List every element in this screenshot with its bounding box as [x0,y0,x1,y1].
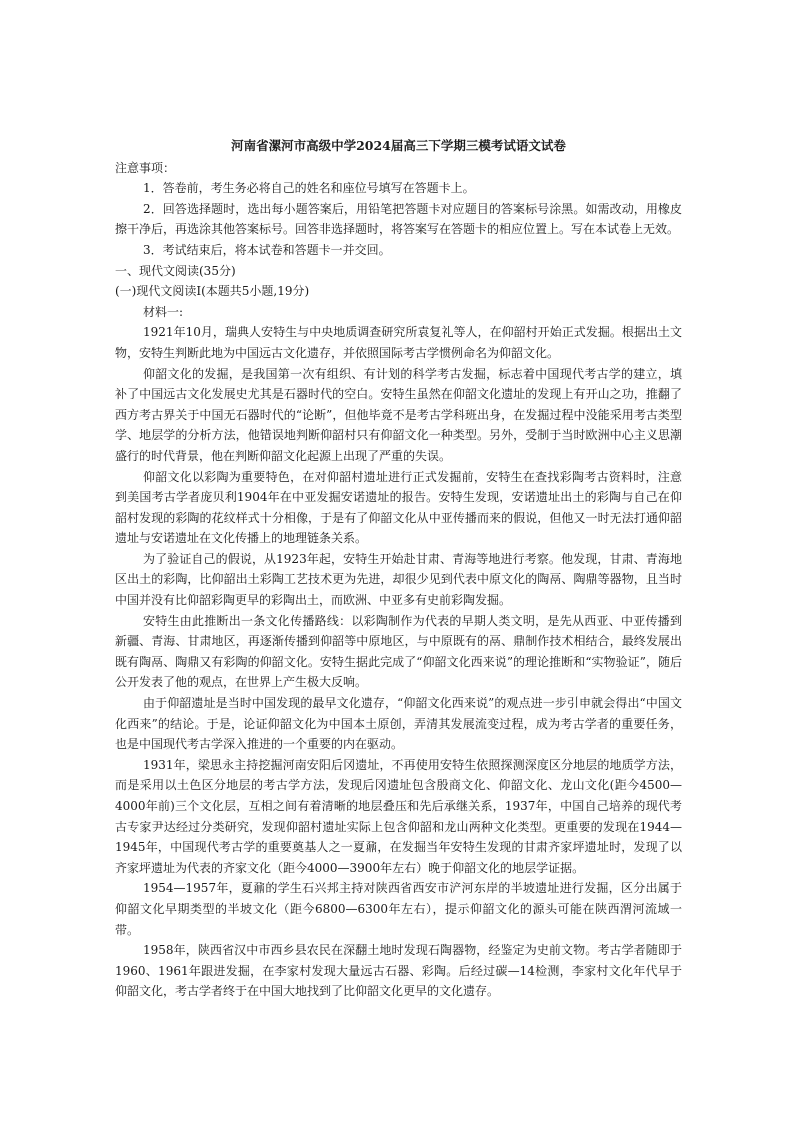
notice-item-1: 1．答卷前，考生务必将自己的姓名和座位号填写在答题卡上。 [143,181,475,196]
exam-title: 河南省漯河市高级中学2024届高三下学期三模考试语文试卷 [231,138,566,153]
paragraph-9: 1958年，陕西省汉中市西乡县农民在深翻土地时发现石陶器物，经鉴定为史前文物。考古学者随即于1960、1961年跟进发掘，在李家村发现大量远古石器、彩陶。后经过碳—14检测，李家村文化年代早于仰韶文化，考古学者终于在中国大地找到了比仰韶文化更早的文化遗存。 [115,943,682,999]
notice-item-3: 3．考试结束后，将本试卷和答题卡一并交回。 [143,242,391,257]
section-heading: 一、现代文阅读(35分) [115,263,236,278]
paragraph-5: 安特生由此推断出一条文化传播路线：以彩陶制作为代表的早期人类文明，是先从西亚、中亚传播到新疆、青海、甘肃地区，再逐渐传播到仰韶等中原地区，与中原既有的鬲、鼎制作技术相结合，最终发展出既有陶鬲、陶鼎又有彩陶的仰韶文化。安特生据此完成了“仰韶文化西来说”的理论推断和“实物验证”，随后公开发表了他的观点，在世界上产生极大反响。 [115,613,682,690]
paragraph-7: 1931年，梁思永主持挖掘河南安阳后冈遗址，不再使用安特生依照探测深度区分地层的地质学方法，而是采用以土色区分地层的考古学方法，发现后冈遗址包含殷商文化、仰韶文化、龙山文化(距今4500—4000年前)三个文化层，互相之间有着清晰的地层叠压和先后承继关系，1937年，中国自己培养的现代考古专家尹达经过分类研究，发现仰韶村遗址实际上包含仰韶和龙山两种文化类型。更重要的发现在1944—1945年，中国现代考古学的重要奠基人之一夏鼐，在发掘当年安特生发现的甘肃齐家坪遗址时，发现了以齐家坪遗址为代表的齐家文化（距今4000—3900年左右）晚于仰韶文化的地层学证据。 [115,757,682,875]
paragraph-3: 仰韶文化以彩陶为重要特色，在对仰韶村遗址进行正式发掘前，安特生在查找彩陶考古资料时，注意到美国考古学者庞贝利1904年在中亚发掘安诺遗址的报告。安特生发现，安诺遗址出土的彩陶与自己在仰韶村发现的彩陶的花纹样式十分相像，于是有了仰韶文化从中亚传播而来的假说，但他又一时无法打通仰韶遗址与安诺遗址在文化传播上的地理链条关系。 [115,469,682,546]
subsection-heading: (一)现代文阅读Ⅰ(本题共5小题,19分) [115,284,310,299]
paragraph-4: 为了验证自己的假说，从1923年起，安特生开始赴甘肃、青海等地进行考察。他发现，甘肃、青海地区出土的彩陶，比仰韶出土彩陶工艺技术更为先进，却很少见到代表中原文化的陶鬲、陶鼎等器物，且当时中国并没有比仰韶彩陶更早的彩陶出土，而欧洲、中亚多有史前彩陶发掘。 [115,551,682,608]
paragraph-8: 1954—1957年，夏鼐的学生石兴邦主持对陕西省西安市浐河东岸的半坡遗址进行发掘，区分出属于仰韶文化早期类型的半坡文化（距今6800—6300年左右），提示仰韶文化的源头可能在陕西渭河流域一带。 [115,881,682,937]
material-label: 材料一: [143,304,184,319]
paragraph-1: 1921年10月，瑞典人安特生与中央地质调查研究所袁复礼等人，在仰韶村开始正式发掘。根据出土文物，安特生判断此地为中国远古文化遗存，并依照国际考古学惯例命名为仰韶文化。 [115,325,682,360]
paragraph-6: 由于仰韶遗址是当时中国发现的最早文化遗存，“仰韶文化西来说”的观点进一步引申就会得出“中国文化西来”的结论。于是，论证仰韶文化为中国本土原创，弄清其发展流变过程，成为考古学者的重要任务，也是中国现代考古学深入推进的一个重要的内在驱动。 [115,696,682,752]
paragraph-2: 仰韶文化的发掘，是我国第一次有组织、有计划的科学考古发掘，标志着中国现代考古学的建立，填补了中国远古文化发展史尤其是石器时代的空白。安特生虽然在仰韶文化遗址的发现上有开山之功，推翻了西方考古界关于中国无石器时代的“论断”，但他毕竟不是考古学科班出身，在发掘过程中没能采用考古类型学、地层学的分析方法，他错误地判断仰韶村只有仰韶文化一种类型。另外，受制于当时欧洲中心主义思潮盛行的时代背景，他在判断仰韶文化起源上出现了严重的失误。 [115,366,682,463]
notice-heading: 注意事项： [115,160,176,175]
document-content [115,136,682,1002]
notice-item-2: 2．回答选择题时，选出每小题答案后，用铅笔把答题卡对应题目的答案标号涂黑。如需改动，用橡皮擦干净后，再选涂其他答案标号。回答非选择题时，将答案写在答题卡的相应位置上。写在本试卷上无效。 [115,201,682,237]
